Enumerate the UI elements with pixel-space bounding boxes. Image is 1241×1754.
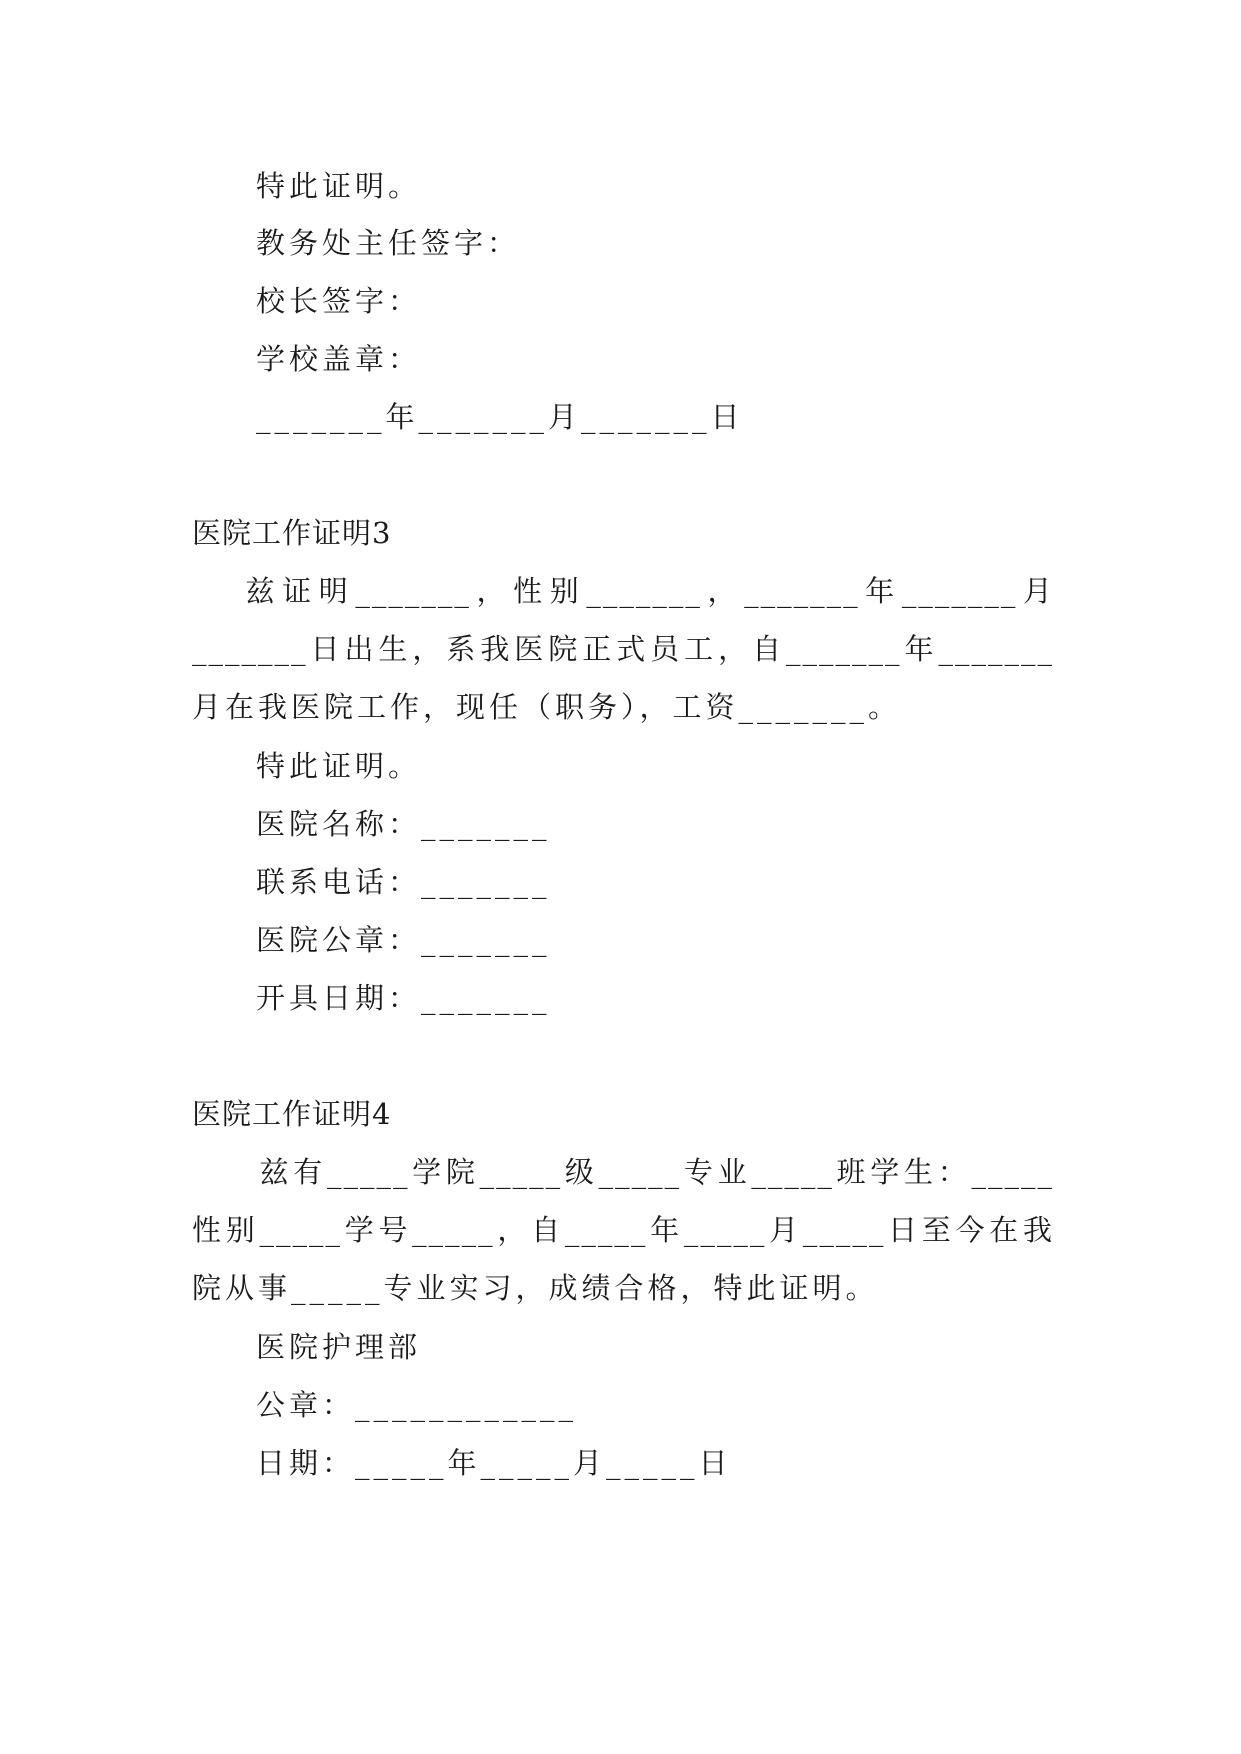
section-title-4: 医院工作证明4: [192, 1097, 392, 1131]
seal-field: 公章：____________: [256, 1388, 578, 1422]
issue-date-field: 开具日期：_______: [256, 981, 551, 1015]
nursing-dept-label: 医院护理部: [256, 1330, 422, 1364]
section-title-3: 医院工作证明3: [192, 516, 392, 550]
certify-text: 特此证明。: [256, 169, 422, 203]
hospital-name-field: 医院名称：_______: [256, 807, 551, 841]
phone-field: 联系电话：_______: [256, 865, 551, 899]
sec3-certify-text: 特此证明。: [256, 749, 422, 783]
sec3-paragraph-line-1: 兹证明_______，性别_______，_______年_______月: [192, 574, 1054, 608]
date-line: _______年_______月_______日: [256, 400, 744, 434]
principal-signature-label: 校长签字：: [256, 284, 422, 318]
hospital-seal-field: 医院公章：_______: [256, 923, 551, 957]
sec4-paragraph-line-1: 兹有_____学院_____级_____专业_____班学生：_____: [192, 1155, 1054, 1189]
sec4-paragraph-line-2: 性别_____学号_____，自_____年_____月_____日至今在我: [192, 1213, 1054, 1247]
school-seal-label: 学校盖章：: [256, 342, 422, 376]
sec3-paragraph-line-3: 月在我医院工作，现任（职务），工资_______。: [192, 690, 902, 724]
director-signature-label: 教务处主任签字：: [256, 226, 521, 260]
date-field: 日期：_____年_____月_____日: [256, 1446, 732, 1480]
sec4-paragraph-line-3: 院从事_____专业实习，成绩合格，特此证明。: [192, 1271, 879, 1305]
sec3-paragraph-line-2: _______日出生，系我医院正式员工，自_______年_______: [192, 632, 1054, 666]
